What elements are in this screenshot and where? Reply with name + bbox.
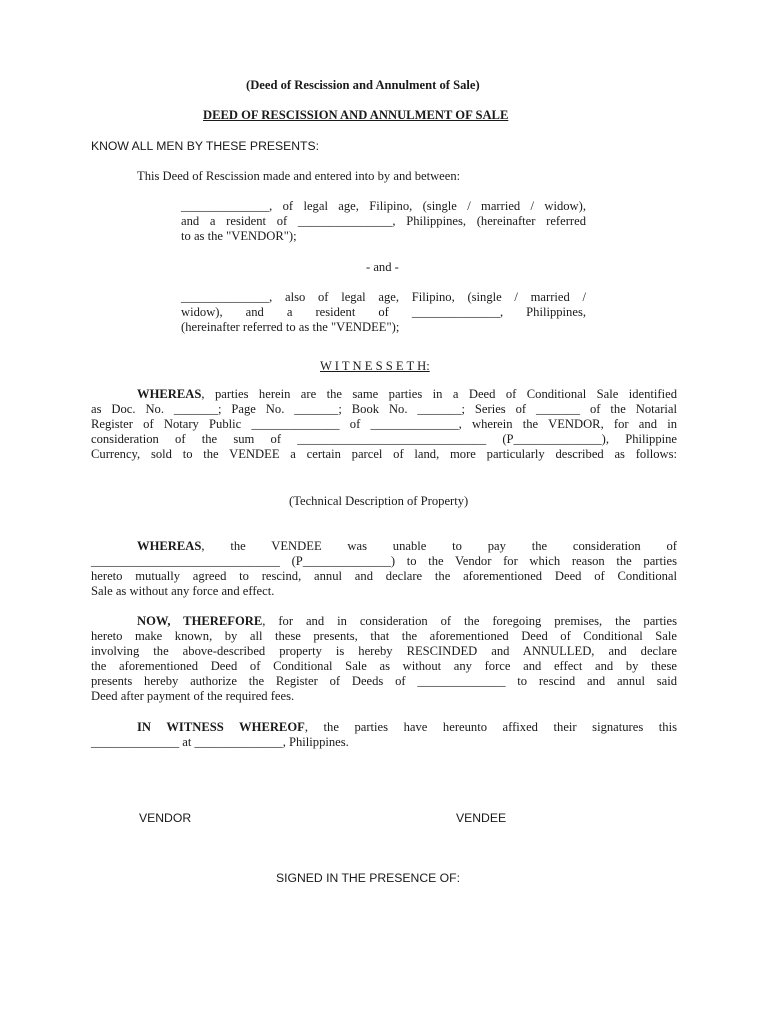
paragraph-line: consideration of the sum of ______________________________ (P______________), Philippine [91,432,677,446]
whereas-lead: WHEREAS [137,387,202,401]
in-witness-paragraph [91,720,677,750]
intro-paragraph: This Deed of Rescission made and entered into by and between: [137,169,461,183]
vendee-party-line: ______________, also of legal age, Filipino, (single / married / [181,290,586,304]
whereas-paragraph-2 [91,539,677,599]
paragraph-line: the aforementioned Deed of Conditional Sale as without any force and effect and by these [91,659,677,673]
vendor-party-line: and a resident of _______________, Philippines, (hereinafter referred [181,214,586,228]
and-separator: - and - [366,260,399,274]
paragraph-line: ______________ at ______________, Philippines. [91,735,349,749]
paragraph-line: hereto make known, by all these presents, that the aforementioned Deed of Conditional Sale [91,629,677,643]
vendee-signature-label: VENDEE [456,811,507,825]
paragraph-line: involving the above-described property is hereby RESCINDED and ANNULLED, and declare [91,644,677,658]
paragraph-line [91,387,677,402]
paragraph-line: hereto mutually agreed to rescind, annul and declare the aforementioned Deed of Conditional [91,569,677,583]
paragraph-text: , parties herein are the same parties in a Deed of Conditional Sale identified [201,387,677,401]
know-all-men: KNOW ALL MEN BY THESE PRESENTS: [91,139,320,153]
paragraph-text: , the parties have hereunto affixed their signatures this [304,720,677,734]
paragraph-line: as Doc. No. _______; Page No. _______; Book No. _______; Series of _______ of the Notarial [91,402,677,416]
whereas-paragraph-1 [91,387,677,462]
paragraph-line [91,614,677,629]
witnesseth-heading: W I T N E S S E T H: [320,359,430,373]
vendee-party-line: (hereinafter referred to as the "VENDEE"); [181,320,400,334]
vendee-party [181,290,586,335]
paragraph-line: Sale as without any force and effect. [91,584,275,598]
vendor-signature-label: VENDOR [139,811,192,825]
paragraph-line: ______________________________ (P______________) to the Vendor for which reason the parties [91,554,677,568]
paragraph-line [91,720,677,735]
paragraph-line: Deed after payment of the required fees. [91,689,295,703]
vendor-party [181,199,586,244]
technical-description: (Technical Description of Property) [289,494,469,508]
signed-presence-heading: SIGNED IN THE PRESENCE OF: [276,871,460,885]
whereas-lead: WHEREAS [137,539,202,553]
paragraph-line: Register of Notary Public ______________ of ______________, wherein the VENDOR, for and in [91,417,677,431]
vendee-party-line: widow), and a resident of ______________, Philippines, [181,305,586,319]
paragraph-text: , for and in consideration of the foregoing premises, the parties [262,614,677,628]
paragraph-line: Currency, sold to the VENDEE a certain parcel of land, more particularly described as follows: [91,447,677,461]
paragraph-line: presents hereby authorize the Register of Deeds of ______________ to rescind and annul said [91,674,677,688]
vendor-party-line: to as the "VENDOR"); [181,229,297,243]
now-therefore-lead: NOW, THEREFORE [137,614,263,628]
vendor-party-line: ______________, of legal age, Filipino, (single / married / widow), [181,199,586,213]
now-therefore-paragraph [91,614,677,704]
document-title: DEED OF RESCISSION AND ANNULMENT OF SALE [203,108,509,122]
document-header: (Deed of Rescission and Annulment of Sale) [246,78,480,92]
paragraph-line [91,539,677,554]
paragraph-text: , the VENDEE was unable to pay the consideration of [201,539,677,553]
in-witness-lead: IN WITNESS WHEREOF [137,720,305,734]
